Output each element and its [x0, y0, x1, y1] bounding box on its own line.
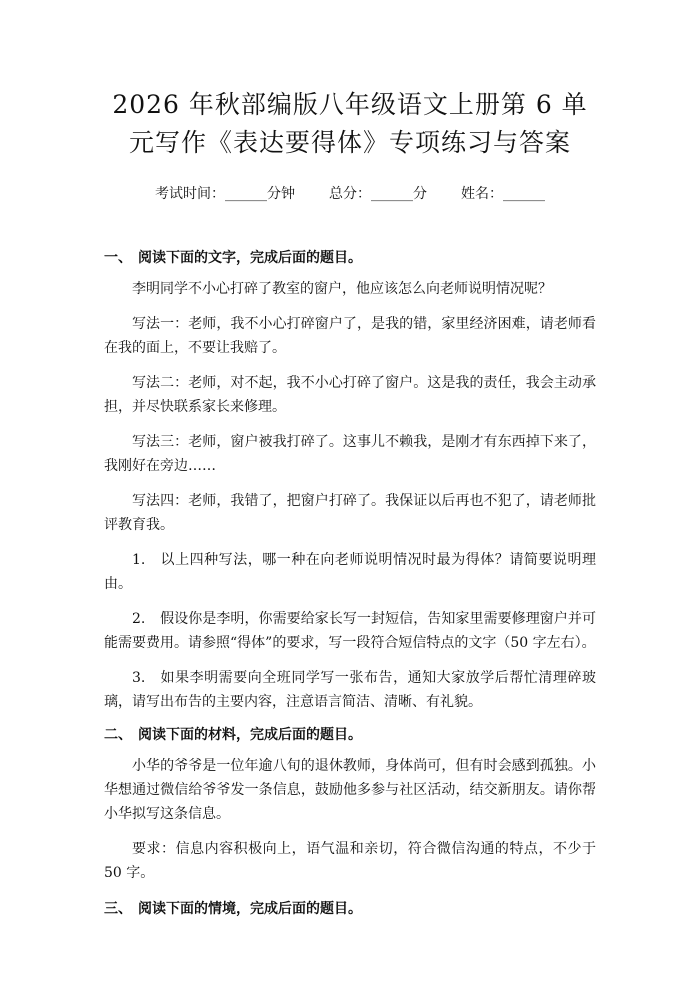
- section-number: 一、: [104, 250, 132, 266]
- name-field: 姓名：______: [461, 186, 545, 202]
- method-paragraph: 写法二：老师，对不起，我不小心打碎了窗户。这是我的责任，我会主动承担，并尽快联系家长来修理。: [104, 375, 596, 415]
- section-heading: [104, 725, 596, 745]
- section-heading: [104, 248, 596, 268]
- requirement-paragraph: 要求：信息内容积极向上，语气温和亲切，符合微信沟通的特点，不少于 50 字。: [104, 841, 596, 881]
- question-item: [104, 548, 596, 596]
- question-text: 如果李明需要向全班同学写一张布告，通知大家放学后帮忙清理碎玻璃，请写出布告的主要内容，注意语言简洁、清晰、有礼貌。: [104, 670, 596, 710]
- question-number: 3.: [132, 670, 146, 686]
- section-heading: [104, 899, 596, 919]
- document-page: [0, 86, 700, 991]
- section-heading-text: 阅读下面的文字，完成后面的题目。: [138, 250, 362, 266]
- total-score-field: 总分：______分: [329, 186, 427, 202]
- section-heading-text: 阅读下面的材料，完成后面的题目。: [138, 727, 362, 743]
- method-paragraph: 写法一：老师，我不小心打碎窗户了，是我的错，家里经济困难，请老师看在我的面上，不要让我赔了。: [104, 316, 596, 356]
- section-number: 三、: [104, 901, 132, 917]
- section-intro: 李明同学不小心打碎了教室的窗户，他应该怎么向老师说明情况呢？: [132, 281, 552, 297]
- document-title: 2026 年秋部编版八年级语文上册第 6 单元写作《表达要得体》专项练习与答案: [112, 90, 588, 157]
- section-number: 二、: [104, 727, 132, 743]
- question-text: 以上四种写法，哪一种在向老师说明情况时最为得体？请简要说明理由。: [104, 552, 596, 592]
- method-paragraph: 写法三：老师，窗户被我打碎了。这事儿不赖我，是刚才有东西掉下来了，我刚好在旁边……: [104, 434, 596, 474]
- method-paragraph: 写法四：老师，我错了，把窗户打碎了。我保证以后再也不犯了，请老师批评教育我。: [104, 493, 596, 533]
- question-item: [104, 666, 596, 714]
- exam-time-field: 考试时间：______分钟: [155, 186, 295, 202]
- section-heading-text: 阅读下面的情境，完成后面的题目。: [138, 901, 362, 917]
- question-text: 假设你是李明，你需要给家长写一封短信，告知家里需要修理窗户并可能需要费用。请参照“得体”的要求，写一段符合短信特点的文字（50 字左右）。: [104, 611, 596, 651]
- question-number: 2.: [132, 611, 146, 627]
- question-item: [104, 607, 596, 655]
- material-paragraph: 小华的爷爷是一位年逾八旬的退休教师，身体尚可，但有时会感到孤独。小华想通过微信给爷爷发一条信息，鼓励他多参与社区活动，结交新朋友。请你帮小华拟写这条信息。: [104, 758, 596, 822]
- exam-meta: [104, 184, 596, 204]
- question-number: 1.: [132, 552, 146, 568]
